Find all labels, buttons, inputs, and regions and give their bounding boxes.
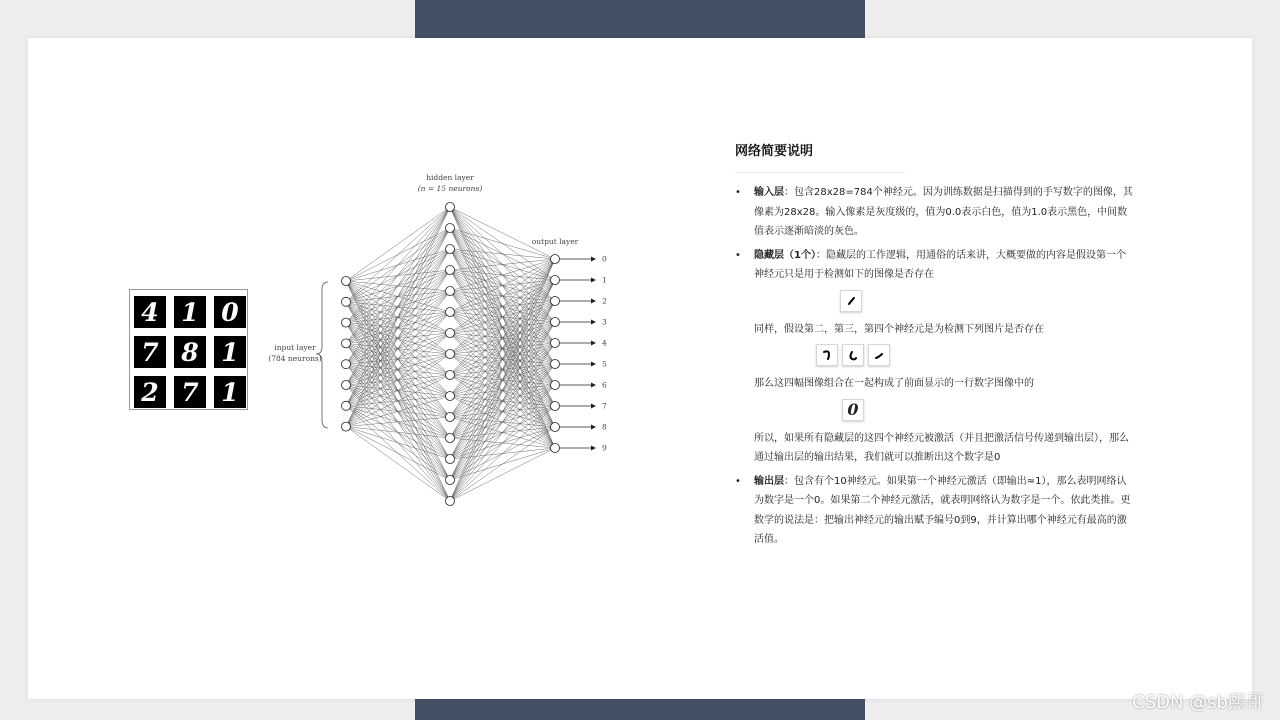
output-neuron [551, 402, 560, 411]
input-neuron [342, 277, 351, 286]
hidden-output-connection [450, 259, 555, 480]
input-hidden-connection [346, 207, 450, 385]
output-layer-label: output layer [531, 237, 579, 246]
hidden-neuron [446, 392, 455, 401]
output-neuron [551, 381, 560, 390]
input-neuron [342, 297, 351, 306]
stroke-pattern-image [843, 293, 859, 309]
bottom-accent-bar [415, 699, 865, 720]
input-layer-label: input layer [274, 343, 316, 352]
input-layer-sub-label: (784 neurons) [268, 354, 322, 363]
output-digit-label: 2 [602, 296, 607, 306]
mnist-digit: 7 [134, 336, 166, 368]
hidden-output-connection [450, 259, 555, 459]
explanation-list [735, 183, 1135, 550]
conclusion-text: 所以，如果所有隐藏层的这四个神经元被激活（并且把激活信号传递到输出层），那么通过输出层的输出结果，我们就可以推断出这个数字是0 [754, 432, 1129, 463]
output-neuron [551, 360, 560, 369]
list-item-input-layer [735, 183, 1135, 242]
hidden-neuron [446, 308, 455, 317]
stroke-pattern-image [819, 347, 835, 363]
hidden-output-connection [450, 385, 555, 501]
output-arrowhead [591, 299, 596, 304]
input-layer-term: 输入层 [754, 187, 784, 198]
output-digit-label: 7 [602, 401, 607, 411]
hidden-layer-label: hidden layer [426, 173, 474, 182]
input-neuron [342, 339, 351, 348]
output-neuron [551, 276, 560, 285]
output-digit-label: 5 [602, 359, 607, 369]
output-arrowhead [591, 278, 596, 283]
hidden-output-connection [450, 259, 555, 417]
hidden-output-connection [450, 280, 555, 501]
mnist-digit: 1 [174, 296, 206, 328]
output-arrows [560, 255, 608, 453]
slide [28, 38, 1252, 699]
stroke-pattern-thumbnail [868, 344, 890, 366]
hidden-neuron [446, 413, 455, 422]
output-neuron [551, 339, 560, 348]
input-hidden-connection [346, 375, 450, 427]
output-arrowhead [591, 425, 596, 430]
hidden-layer-term: 隐藏层（1个） [754, 249, 816, 261]
mnist-digit: 1 [214, 336, 246, 368]
input-hidden-connection [346, 207, 450, 281]
title-divider [735, 172, 905, 173]
combined-digit-thumbnail [842, 399, 864, 421]
output-digit-label: 0 [602, 254, 607, 264]
stroke-pattern-thumbnail [842, 344, 864, 366]
output-layer-text: ：包含有个10神经元。如果第一个神经元激活（即输出≈1），那么表明网络认为数字是一个0。如果第二个神经元激活，就表明网络认为数字是一个。依此类推。更数学的说法是：把输出神经元的输出赋予编号0到9，并计算出哪个神经元有最高的激活值。 [754, 475, 1131, 545]
output-arrowhead [591, 362, 596, 367]
output-digit-label: 3 [602, 317, 607, 327]
stroke-pattern-image [871, 347, 887, 363]
output-arrowhead [591, 446, 596, 451]
hidden-output-connection [450, 259, 555, 333]
output-digit-label: 6 [602, 380, 607, 390]
hidden-layer-sub-label: (n = 15 neurons) [417, 184, 483, 193]
zero-digit-glyph: 0 [847, 399, 859, 419]
output-digit-label: 8 [602, 422, 607, 432]
hidden-neuron [446, 329, 455, 338]
combined-digit-pattern [754, 398, 1135, 422]
output-arrowhead [591, 404, 596, 409]
mnist-digit: 7 [174, 376, 206, 408]
mnist-digit: 2 [134, 376, 166, 408]
hidden-neuron [446, 476, 455, 485]
mnist-sample-grid [129, 289, 248, 410]
mnist-digit: 4 [134, 296, 166, 328]
hidden-neuron [446, 434, 455, 443]
output-digit-label: 9 [602, 443, 607, 453]
output-arrowhead [591, 383, 596, 388]
hidden-neuron [446, 224, 455, 233]
list-item-output-layer [735, 472, 1135, 550]
hidden-output-connection [450, 427, 555, 501]
hidden-output-connection [450, 301, 555, 501]
hidden-neuron [446, 203, 455, 212]
hidden-output-connection [450, 259, 555, 501]
output-arrowhead [591, 341, 596, 346]
hidden-neuron [446, 245, 455, 254]
input-neuron [342, 360, 351, 369]
hidden-output-connection [450, 343, 555, 501]
stroke-pattern-thumbnail [816, 344, 838, 366]
hidden-neuron [446, 371, 455, 380]
hidden-layer-text: ：隐藏层的工作逻辑，用通俗的话来讲，大概要做的内容是假设第一个神经元只是用于检测如下的图像是否存在 [754, 249, 1126, 280]
input-hidden-connection [346, 427, 450, 501]
stroke-pattern-thumbnail [840, 290, 862, 312]
hidden-neuron [446, 287, 455, 296]
output-digit-label: 4 [602, 338, 607, 348]
top-accent-bar [415, 0, 865, 38]
output-neuron [551, 297, 560, 306]
hidden-output-connection [450, 259, 555, 375]
output-neuron [551, 423, 560, 432]
output-neuron [551, 255, 560, 264]
input-layer-text: ：包含28x28=784个神经元。因为训练数据是扫描得到的手写数字的图像，其像素为28x28。输入像素是灰度级的，值为0.0表示白色，值为1.0表示黑色，中间数值表示逐渐暗淡的灰色。 [754, 187, 1133, 237]
mnist-digit: 0 [214, 296, 246, 328]
output-digit-label: 1 [602, 275, 607, 285]
second-neurons-text: 同样，假设第二，第三，第四个神经元是为检测下列图片是否存在 [754, 323, 1044, 335]
hidden-neuron [446, 497, 455, 506]
mnist-digit: 1 [214, 376, 246, 408]
hidden-neuron [446, 266, 455, 275]
input-neuron [342, 381, 351, 390]
input-neuron [342, 318, 351, 327]
output-layer-term: 输出层 [754, 475, 784, 487]
csdn-watermark: CSDN @sb熙哥 [1132, 692, 1264, 713]
other-neuron-patterns [754, 343, 1135, 367]
explanation-title: 网络简要说明 [735, 144, 814, 159]
output-neuron [551, 444, 560, 453]
combine-text: 那么这四幅图像组合在一起构成了前面显示的一行数字图像中的 [754, 378, 1034, 389]
hidden-neuron [446, 455, 455, 464]
mnist-digit: 8 [174, 336, 206, 368]
input-neuron [342, 401, 351, 410]
first-neuron-pattern [754, 289, 1135, 313]
output-arrowhead [591, 320, 596, 325]
explanation-panel [735, 142, 1135, 554]
list-item-hidden-layer [735, 246, 1135, 468]
output-arrowhead [591, 257, 596, 262]
input-hidden-connection [346, 417, 450, 427]
input-neuron [342, 422, 351, 431]
hidden-neuron [446, 350, 455, 359]
input-hidden-connection [346, 427, 450, 459]
stroke-pattern-image [845, 347, 861, 363]
output-neuron [551, 318, 560, 327]
